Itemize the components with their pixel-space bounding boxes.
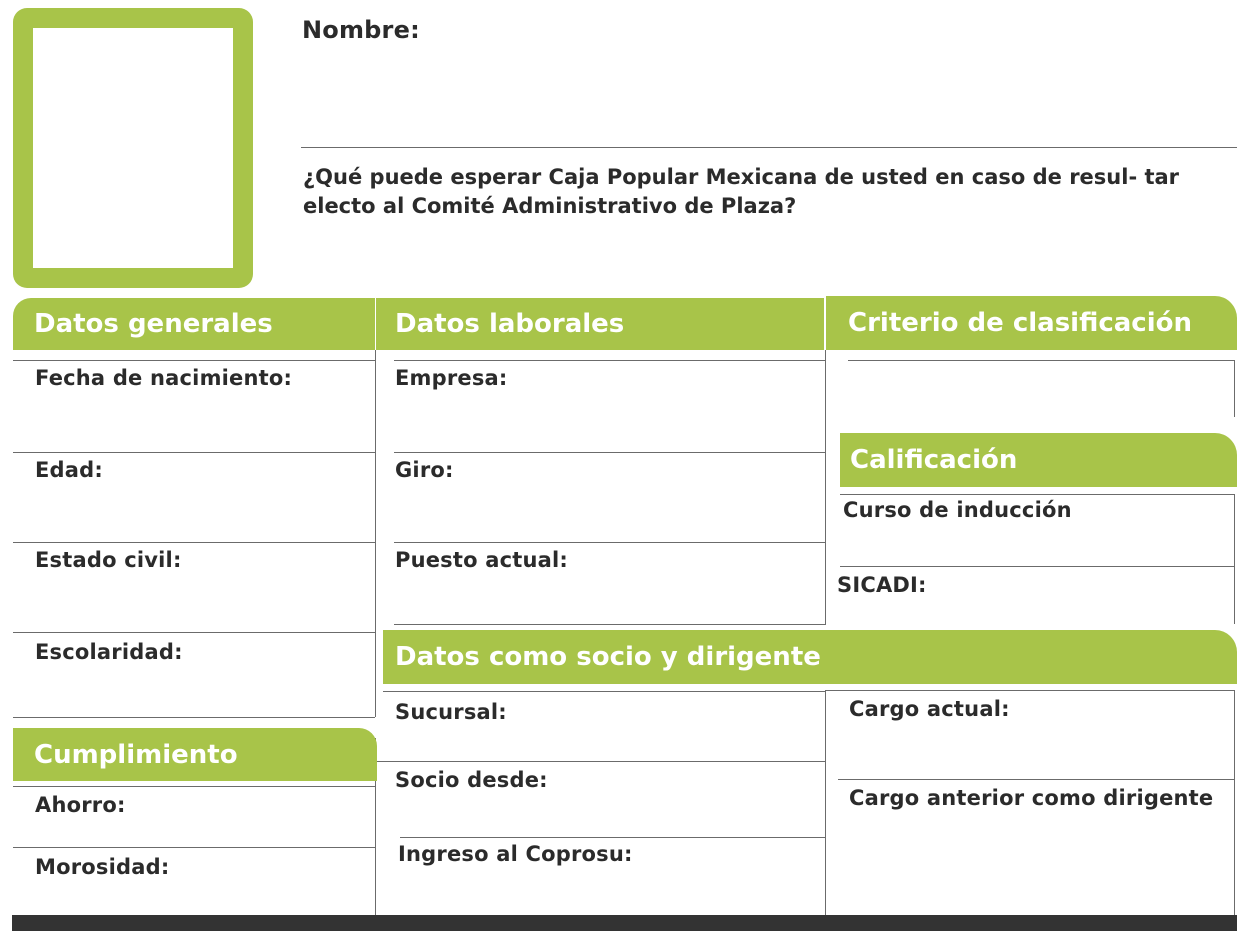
band-datos-generales: [13, 298, 375, 350]
question-text: ¿Qué puede esperar Caja Popular Mexicana de usted en caso de resul- tar electo al Comité Administrativo de Plaza?: [303, 165, 1180, 218]
field-curso-induccion: Curso de inducción: [843, 498, 1072, 522]
datos-laborales-title: Datos laborales: [395, 309, 625, 339]
divider: [394, 360, 825, 361]
field-ahorro: Ahorro:: [35, 793, 126, 817]
footer-bar: [12, 915, 1237, 931]
divider: [383, 691, 826, 692]
divider: [400, 837, 826, 838]
cumplimiento-title: Cumplimiento: [34, 739, 238, 770]
field-edad: Edad:: [35, 458, 103, 482]
band-cumplimiento: [13, 728, 377, 781]
field-morosidad: Morosidad:: [35, 855, 170, 879]
field-estado-civil: Estado civil:: [35, 548, 182, 572]
socio-dirigente-title: Datos como socio y dirigente: [395, 642, 821, 672]
band-calificacion: [840, 433, 1237, 487]
divider: [13, 632, 375, 633]
band-socio-dirigente: [383, 630, 1237, 684]
field-cargo-anterior: Cargo anterior como dirigente: [849, 786, 1214, 810]
band-datos-laborales: [376, 298, 824, 350]
divider: [826, 690, 1235, 691]
field-escolaridad: Escolaridad:: [35, 640, 183, 664]
field-puesto-actual: Puesto actual:: [395, 548, 569, 572]
divider: [13, 542, 375, 543]
field-empresa: Empresa:: [395, 366, 508, 390]
divider: [376, 761, 826, 762]
column-divider: [825, 350, 826, 625]
calificacion-title: Calificación: [850, 445, 1018, 475]
field-fecha-nacimiento: Fecha de nacimiento:: [35, 366, 293, 390]
divider: [394, 624, 825, 625]
divider: [840, 566, 1235, 567]
column-divider: [1234, 360, 1235, 417]
datos-generales-title: Datos generales: [34, 309, 273, 339]
column-divider: [375, 350, 376, 717]
divider: [13, 786, 375, 787]
divider: [840, 494, 1235, 495]
divider: [13, 360, 375, 361]
divider: [394, 542, 825, 543]
divider: [838, 779, 1235, 780]
criterio-title: Criterio de clasificación: [848, 308, 1193, 338]
band-criterio: [826, 296, 1237, 350]
nombre-underline: [301, 147, 1237, 148]
divider: [848, 360, 1235, 361]
divider: [13, 847, 375, 848]
field-ingreso-coprosu: Ingreso al Coprosu:: [398, 842, 633, 866]
divider: [13, 452, 375, 453]
field-sucursal: Sucursal:: [395, 700, 507, 724]
column-divider: [1234, 690, 1235, 915]
field-cargo-actual: Cargo actual:: [849, 697, 1010, 721]
photo-placeholder: [13, 8, 253, 288]
divider: [394, 452, 825, 453]
column-divider: [1234, 494, 1235, 624]
column-divider: [825, 690, 826, 915]
field-giro: Giro:: [395, 458, 454, 482]
divider: [13, 717, 375, 718]
nombre-label: Nombre:: [302, 16, 420, 44]
field-sicadi: SICADI:: [837, 573, 927, 597]
field-socio-desde: Socio desde:: [395, 768, 548, 792]
